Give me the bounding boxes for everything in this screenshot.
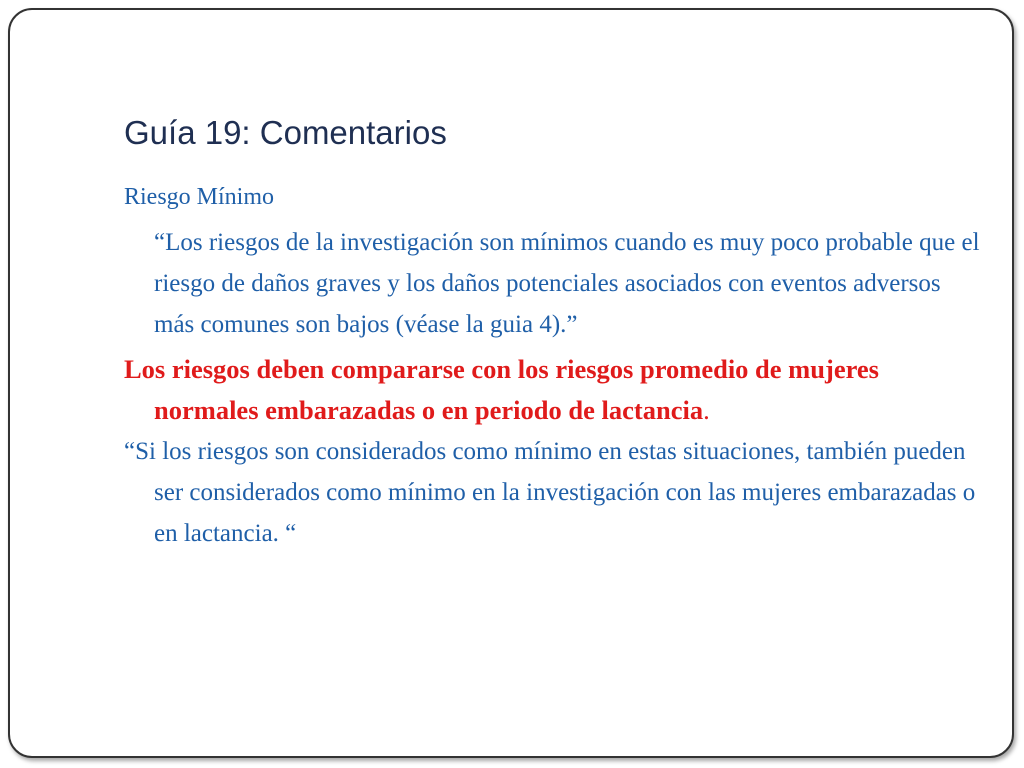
slide-frame <box>8 8 1014 758</box>
emphasis-period: . <box>703 395 710 425</box>
guideline-quote-text: “Los riesgos de la investigación son mínimos cuando es muy poco probable que el riesgo de daños graves y los daños potenciales asociados con eventos adversos más comunes son bajos (véase la guia 4).” <box>154 229 980 338</box>
emphasis-statement <box>124 349 984 431</box>
emphasis-text: Los riesgos deben compararse con los riesgos promedio de mujeres normales embarazadas o en periodo de lactancia <box>124 354 879 425</box>
guideline-quote <box>124 222 984 345</box>
conclusion-quote-text: “Si los riesgos son considerados como mínimo en estas situaciones, también pueden ser considerados como mínimo en la investigación con las mujeres embarazadas o en lactancia. “ <box>124 438 976 547</box>
conclusion-quote <box>124 431 984 554</box>
slide-title: Guía 19: Comentarios <box>124 114 447 151</box>
slide-body <box>124 178 984 554</box>
section-subheading: Riesgo Mínimo <box>124 184 275 210</box>
